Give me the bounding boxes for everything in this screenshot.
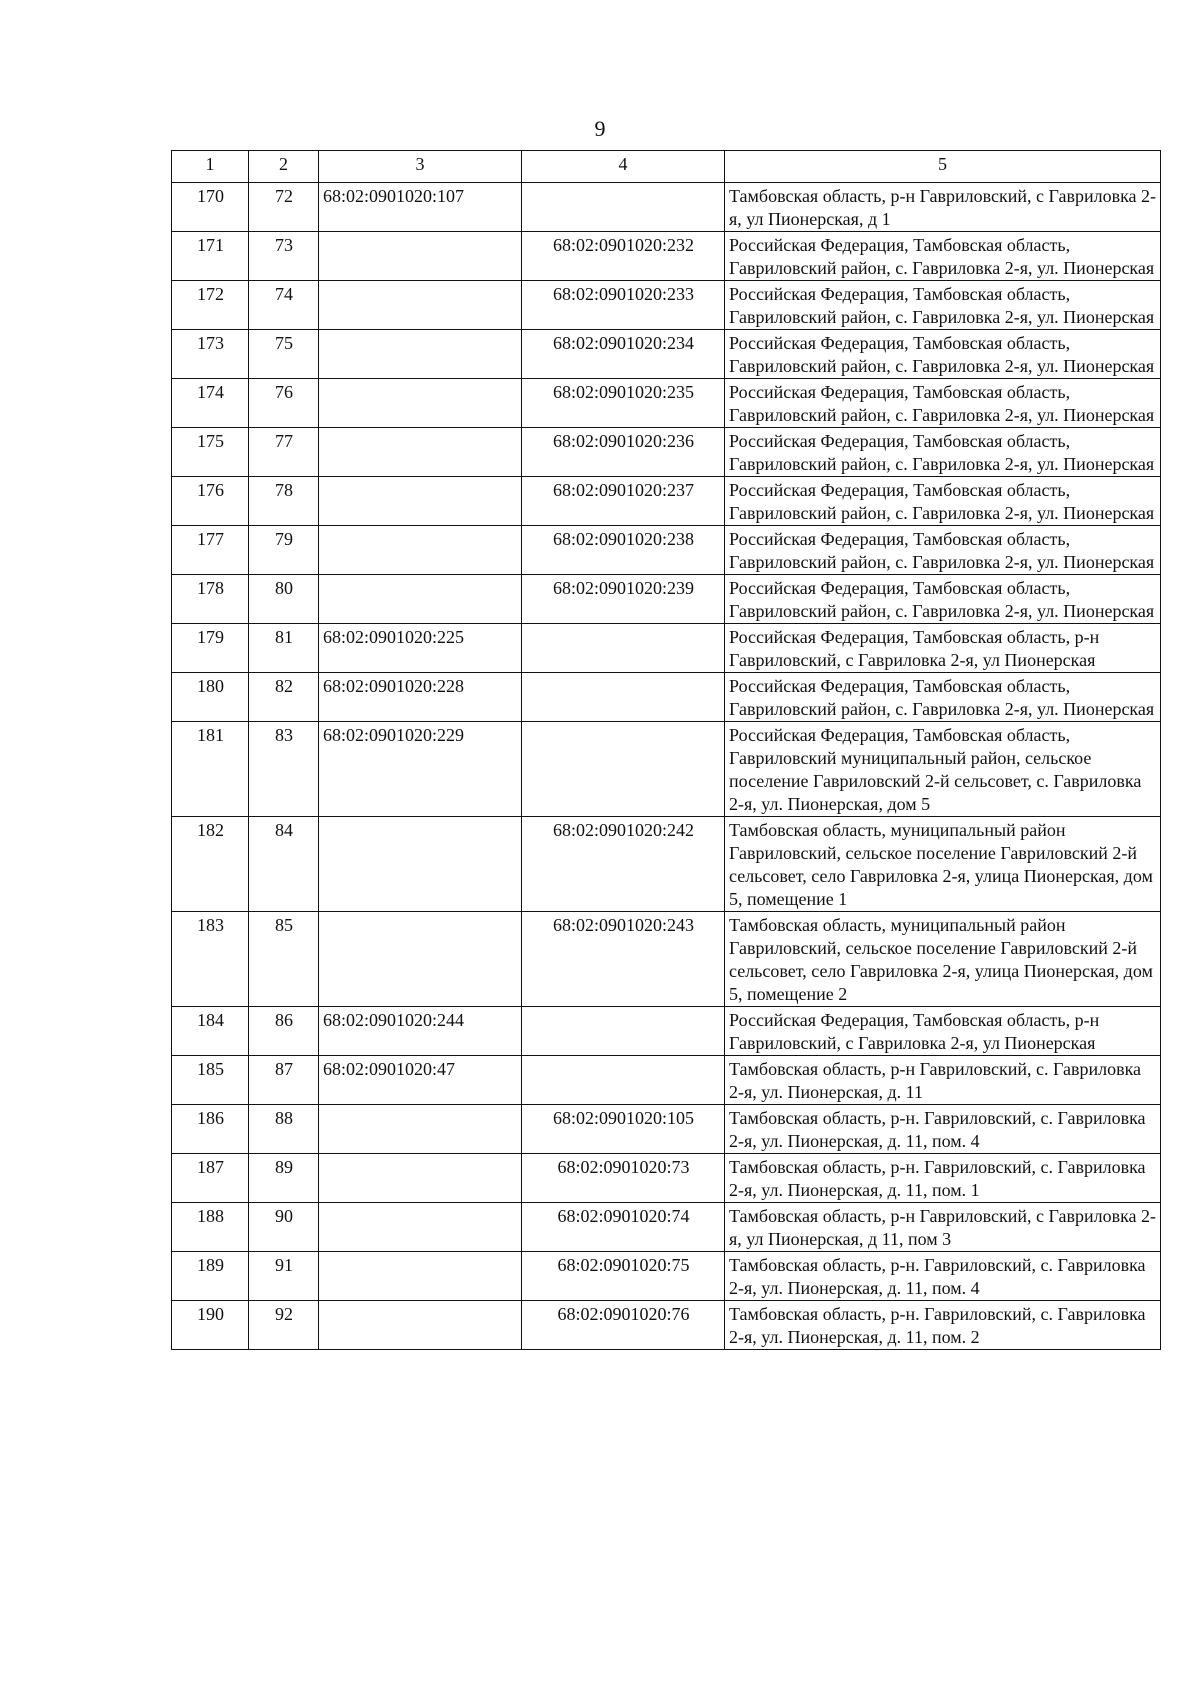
table-row [172,330,1161,379]
cadastral-number-col4-cell: 68:02:0901020:236 [522,428,725,477]
row-number-cell: 186 [172,1105,249,1154]
table-row [172,817,1161,912]
table-row [172,1154,1161,1203]
table-row [172,1252,1161,1301]
cadastral-number-col3-cell [319,379,522,428]
address-cell: Тамбовская область, р-н. Гавриловский, с. Гавриловка 2-я, ул. Пионерская, д. 11, пом. 1 [725,1154,1161,1203]
cadastral-number-col4-cell: 68:02:0901020:237 [522,477,725,526]
row-number-cell: 179 [172,624,249,673]
table-row [172,1056,1161,1105]
address-cell: Тамбовская область, р-н. Гавриловский, с. Гавриловка 2-я, ул. Пионерская, д. 11, пом. 2 [725,1301,1161,1350]
cadastral-number-col4-cell: 68:02:0901020:243 [522,912,725,1007]
address-cell: Тамбовская область, р-н. Гавриловский, с. Гавриловка 2-я, ул. Пионерская, д. 11, пом. 4 [725,1105,1161,1154]
header-col-5: 5 [725,151,1161,183]
cadastral-number-col3-cell [319,477,522,526]
row-subnumber-cell: 89 [249,1154,319,1203]
table-row [172,673,1161,722]
address-cell: Тамбовская область, р-н Гавриловский, с Гавриловка 2-я, ул Пионерская, д 11, пом 3 [725,1203,1161,1252]
address-cell: Тамбовская область, муниципальный район Гавриловский, сельское поселение Гавриловский 2-й сельсовет, село Гавриловка 2-я, улица Пионерская, дом 5, помещение 1 [725,817,1161,912]
table-row [172,575,1161,624]
cadastral-table [171,150,1161,1350]
cadastral-number-col3-cell [319,817,522,912]
address-cell: Российская Федерация, Тамбовская область, р-н Гавриловский, с Гавриловка 2-я, ул Пионерская [725,1007,1161,1056]
page-number: 9 [594,116,606,141]
cadastral-number-col3-cell [319,1105,522,1154]
row-subnumber-cell: 76 [249,379,319,428]
row-subnumber-cell: 84 [249,817,319,912]
cadastral-number-col3-cell [319,330,522,379]
table-row [172,1105,1161,1154]
row-number-cell: 178 [172,575,249,624]
header-col-4: 4 [522,151,725,183]
row-subnumber-cell: 85 [249,912,319,1007]
row-number-cell: 182 [172,817,249,912]
row-number-cell: 185 [172,1056,249,1105]
cadastral-number-col4-cell: 68:02:0901020:233 [522,281,725,330]
cadastral-number-col3-cell [319,1203,522,1252]
address-cell: Тамбовская область, р-н Гавриловский, с Гавриловка 2-я, ул Пионерская, д 1 [725,183,1161,232]
header-col-1: 1 [172,151,249,183]
row-subnumber-cell: 79 [249,526,319,575]
row-subnumber-cell: 86 [249,1007,319,1056]
table-row [172,379,1161,428]
row-subnumber-cell: 81 [249,624,319,673]
row-number-cell: 171 [172,232,249,281]
address-cell: Тамбовская область, р-н. Гавриловский, с. Гавриловка 2-я, ул. Пионерская, д. 11, пом. 4 [725,1252,1161,1301]
cadastral-number-col4-cell: 68:02:0901020:105 [522,1105,725,1154]
table-header [172,151,1161,183]
row-number-cell: 189 [172,1252,249,1301]
row-number-cell: 188 [172,1203,249,1252]
address-cell: Российская Федерация, Тамбовская область, Гавриловский район, с. Гавриловка 2-я, ул. Пионерская [725,379,1161,428]
table-row [172,428,1161,477]
row-subnumber-cell: 72 [249,183,319,232]
row-subnumber-cell: 75 [249,330,319,379]
row-subnumber-cell: 74 [249,281,319,330]
table-row [172,232,1161,281]
table-row [172,912,1161,1007]
cadastral-number-col3-cell: 68:02:0901020:47 [319,1056,522,1105]
cadastral-number-col4-cell: 68:02:0901020:75 [522,1252,725,1301]
row-subnumber-cell: 82 [249,673,319,722]
row-number-cell: 181 [172,722,249,817]
cadastral-number-col3-cell [319,1252,522,1301]
cadastral-number-col4-cell: 68:02:0901020:232 [522,232,725,281]
table-row [172,624,1161,673]
address-cell: Российская Федерация, Тамбовская область, Гавриловский район, с. Гавриловка 2-я, ул. Пионерская [725,330,1161,379]
row-number-cell: 174 [172,379,249,428]
table-row [172,1203,1161,1252]
row-number-cell: 172 [172,281,249,330]
cadastral-number-col4-cell [522,722,725,817]
cadastral-number-col3-cell: 68:02:0901020:229 [319,722,522,817]
row-number-cell: 183 [172,912,249,1007]
cadastral-number-col4-cell: 68:02:0901020:73 [522,1154,725,1203]
row-subnumber-cell: 87 [249,1056,319,1105]
header-col-3: 3 [319,151,522,183]
row-number-cell: 190 [172,1301,249,1350]
row-subnumber-cell: 73 [249,232,319,281]
address-cell: Российская Федерация, Тамбовская область, Гавриловский район, с. Гавриловка 2-я, ул. Пионерская [725,673,1161,722]
row-number-cell: 170 [172,183,249,232]
row-subnumber-cell: 92 [249,1301,319,1350]
table-row [172,1301,1161,1350]
row-number-cell: 176 [172,477,249,526]
address-cell: Российская Федерация, Тамбовская область, р-н Гавриловский, с Гавриловка 2-я, ул Пионерская [725,624,1161,673]
cadastral-number-col4-cell: 68:02:0901020:234 [522,330,725,379]
cadastral-number-col4-cell [522,624,725,673]
row-number-cell: 175 [172,428,249,477]
address-cell: Тамбовская область, муниципальный район Гавриловский, сельское поселение Гавриловский 2-й сельсовет, село Гавриловка 2-я, улица Пионерская, дом 5, помещение 2 [725,912,1161,1007]
cadastral-number-col3-cell [319,281,522,330]
cadastral-number-col4-cell: 68:02:0901020:239 [522,575,725,624]
row-subnumber-cell: 83 [249,722,319,817]
row-number-cell: 184 [172,1007,249,1056]
address-cell: Российская Федерация, Тамбовская область, Гавриловский район, с. Гавриловка 2-я, ул. Пионерская [725,428,1161,477]
cadastral-number-col3-cell [319,1301,522,1350]
cadastral-number-col3-cell [319,575,522,624]
table-row [172,526,1161,575]
cadastral-number-col4-cell: 68:02:0901020:76 [522,1301,725,1350]
address-cell: Российская Федерация, Тамбовская область, Гавриловский муниципальный район, сельское поселение Гавриловский 2-й сельсовет, с. Гавриловка 2-я, ул. Пионерская, дом 5 [725,722,1161,817]
address-cell: Российская Федерация, Тамбовская область, Гавриловский район, с. Гавриловка 2-я, ул. Пионерская [725,477,1161,526]
cadastral-number-col4-cell: 68:02:0901020:74 [522,1203,725,1252]
table-row [172,722,1161,817]
row-number-cell: 180 [172,673,249,722]
table-body [172,183,1161,1350]
address-cell: Тамбовская область, р-н Гавриловский, с. Гавриловка 2-я, ул. Пионерская, д. 11 [725,1056,1161,1105]
cadastral-number-col4-cell [522,183,725,232]
address-cell: Российская Федерация, Тамбовская область, Гавриловский район, с. Гавриловка 2-я, ул. Пионерская [725,232,1161,281]
cadastral-number-col3-cell: 68:02:0901020:228 [319,673,522,722]
cadastral-number-col3-cell [319,1154,522,1203]
row-subnumber-cell: 77 [249,428,319,477]
cadastral-number-col4-cell: 68:02:0901020:242 [522,817,725,912]
cadastral-number-col3-cell: 68:02:0901020:225 [319,624,522,673]
cadastral-number-col3-cell [319,428,522,477]
cadastral-number-col3-cell: 68:02:0901020:107 [319,183,522,232]
cadastral-number-col4-cell: 68:02:0901020:235 [522,379,725,428]
table-row [172,1007,1161,1056]
cadastral-number-col4-cell: 68:02:0901020:238 [522,526,725,575]
cadastral-number-col3-cell [319,526,522,575]
cadastral-number-col4-cell [522,1007,725,1056]
table-row [172,183,1161,232]
row-number-cell: 177 [172,526,249,575]
cadastral-number-col3-cell [319,912,522,1007]
row-number-cell: 173 [172,330,249,379]
table-row [172,477,1161,526]
row-subnumber-cell: 91 [249,1252,319,1301]
cadastral-number-col4-cell [522,1056,725,1105]
cadastral-number-col3-cell: 68:02:0901020:244 [319,1007,522,1056]
cadastral-number-col4-cell [522,673,725,722]
row-number-cell: 187 [172,1154,249,1203]
row-subnumber-cell: 80 [249,575,319,624]
header-row [172,151,1161,183]
header-col-2: 2 [249,151,319,183]
row-subnumber-cell: 90 [249,1203,319,1252]
address-cell: Российская Федерация, Тамбовская область, Гавриловский район, с. Гавриловка 2-я, ул. Пионерская [725,281,1161,330]
row-subnumber-cell: 78 [249,477,319,526]
address-cell: Российская Федерация, Тамбовская область, Гавриловский район, с. Гавриловка 2-я, ул. Пионерская [725,575,1161,624]
address-cell: Российская Федерация, Тамбовская область, Гавриловский район, с. Гавриловка 2-я, ул. Пионерская [725,526,1161,575]
cadastral-number-col3-cell [319,232,522,281]
row-subnumber-cell: 88 [249,1105,319,1154]
table-row [172,281,1161,330]
